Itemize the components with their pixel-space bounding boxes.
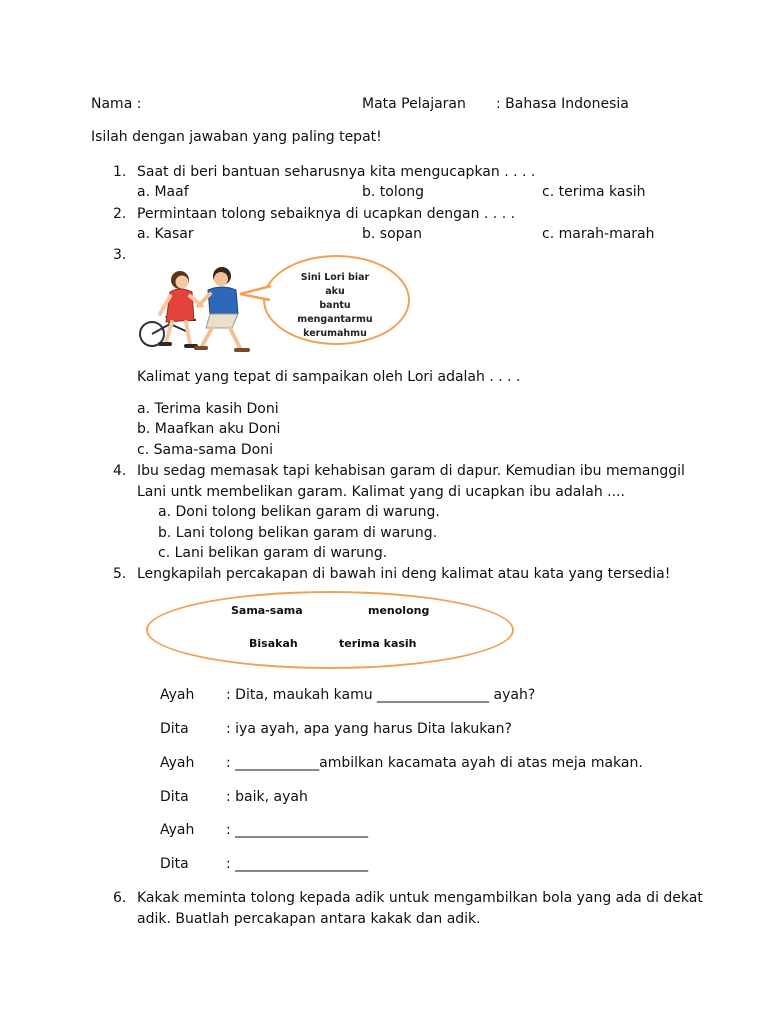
- dialogue-line: : Dita, maukah kamu ________________ ayah?: [226, 687, 536, 703]
- q1-number: 1.: [113, 164, 127, 180]
- q5-text: Lengkapilah percakapan di bawah ini deng kalimat atau kata yang tersedia!: [137, 566, 671, 582]
- q4-option-b: b. Lani tolong belikan garam di warung.: [158, 525, 438, 541]
- dialogue-speaker: Dita: [160, 789, 189, 805]
- children-bicycle-illustration: [136, 262, 262, 356]
- q4-option-a: a. Doni tolong belikan garam di warung.: [158, 504, 440, 520]
- word-bank-item: menolong: [368, 604, 430, 617]
- instruction: Isilah dengan jawaban yang paling tepat!: [91, 129, 382, 145]
- q3-option-c: c. Sama-sama Doni: [137, 442, 273, 458]
- q1-option-a: a. Maaf: [137, 184, 189, 200]
- dialogue-line: : iya ayah, apa yang harus Dita lakukan?: [226, 721, 512, 737]
- q3-option-b: b. Maafkan aku Doni: [137, 421, 281, 437]
- dialogue-line: : ___________________: [226, 856, 369, 872]
- word-bank-item: Sama-sama: [231, 604, 303, 617]
- bubble-line: bantu: [319, 300, 351, 311]
- q6-text-line2: adik. Buatlah percakapan antara kakak dan adik.: [137, 911, 481, 927]
- q6-number: 6.: [113, 890, 127, 906]
- bubble-line: kerumahmu: [303, 328, 367, 339]
- word-bank-oval: [146, 591, 514, 669]
- q1-text: Saat di beri bantuan seharusnya kita mengucapkan . . . .: [137, 164, 536, 180]
- q6-text-line1: Kakak meminta tolong kepada adik untuk mengambilkan bola yang ada di dekat: [137, 890, 703, 906]
- q4-option-c: c. Lani belikan garam di warung.: [158, 545, 388, 561]
- q2-number: 2.: [113, 206, 127, 222]
- dialogue-speaker: Dita: [160, 721, 189, 737]
- subject-label: Mata Pelajaran: [362, 96, 466, 112]
- dialogue-line: : ____________ambilkan kacamata ayah di atas meja makan.: [226, 755, 643, 771]
- bubble-line: Sini Lori biar aku: [300, 272, 370, 297]
- speech-bubble-tail: [238, 282, 272, 304]
- q4-text-line2: Lani untk membelikan garam. Kalimat yang di ucapkan ibu adalah ....: [137, 484, 625, 500]
- q4-number: 4.: [113, 463, 127, 479]
- dialogue-speaker: Dita: [160, 856, 189, 872]
- q3-question: Kalimat yang tepat di sampaikan oleh Lori adalah . . . .: [137, 369, 521, 385]
- dialogue-line: : ___________________: [226, 822, 369, 838]
- q5-number: 5.: [113, 566, 127, 582]
- speech-bubble-text: [290, 271, 380, 341]
- dialogue-line: : baik, ayah: [226, 789, 308, 805]
- word-bank-item: Bisakah: [249, 637, 298, 650]
- q2-option-b: b. sopan: [362, 226, 422, 242]
- dialogue-speaker: Ayah: [160, 687, 195, 703]
- q1-option-b: b. tolong: [362, 184, 425, 200]
- bubble-line: mengantarmu: [297, 314, 373, 325]
- q4-text-line1: Ibu sedag memasak tapi kehabisan garam di dapur. Kemudian ibu memanggil: [137, 463, 685, 479]
- q3-option-a: a. Terima kasih Doni: [137, 401, 279, 417]
- name-label: Nama :: [91, 96, 142, 112]
- dialogue-speaker: Ayah: [160, 822, 195, 838]
- q3-number: 3.: [113, 247, 127, 263]
- q1-option-c: c. terima kasih: [542, 184, 646, 200]
- q2-text: Permintaan tolong sebaiknya di ucapkan dengan . . . .: [137, 206, 516, 222]
- word-bank-item: terima kasih: [339, 637, 417, 650]
- dialogue-speaker: Ayah: [160, 755, 195, 771]
- q2-option-a: a. Kasar: [137, 226, 194, 242]
- q2-option-c: c. marah-marah: [542, 226, 655, 242]
- subject-value: : Bahasa Indonesia: [496, 96, 629, 112]
